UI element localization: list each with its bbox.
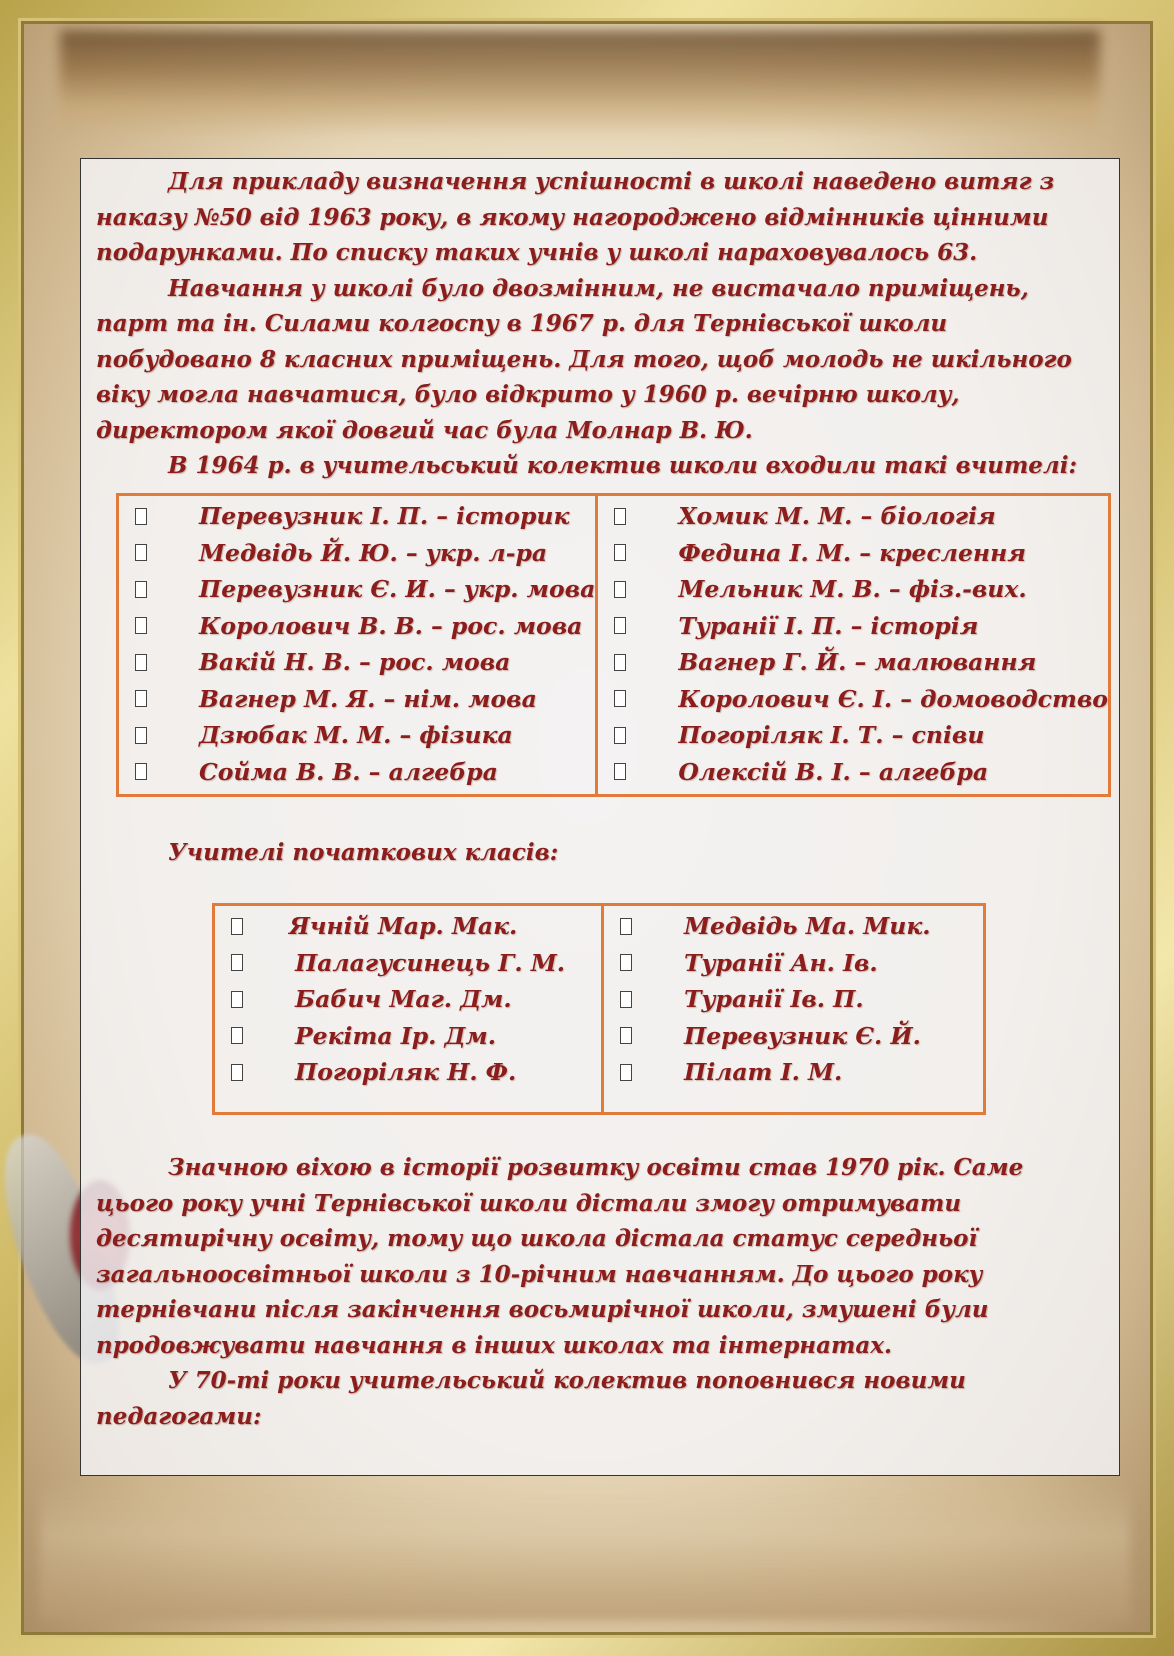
- list-item: Погоріляк І. Т. – співи: [598, 717, 1108, 754]
- list-item: Хомик М. М. – біологія: [598, 498, 1108, 535]
- checkbox-icon: [135, 508, 147, 525]
- list-item: Туранії Ан. Ів.: [604, 945, 983, 982]
- list-item: Бабич Маг. Дм.: [215, 981, 601, 1018]
- checkbox-icon: [614, 654, 626, 671]
- primary-right-column: [603, 905, 985, 1114]
- checkbox-icon: [231, 991, 243, 1008]
- teachers-1964-left-column: [118, 495, 597, 796]
- checkbox-icon: [135, 654, 147, 671]
- checkbox-icon: [135, 617, 147, 634]
- list-item: Вагнер Г. Й. – малювання: [598, 644, 1108, 681]
- checkbox-icon: [231, 1064, 243, 1081]
- checkbox-icon: [135, 763, 147, 780]
- teachers-1964-table: [116, 493, 1111, 797]
- closing-text: [96, 1150, 1108, 1434]
- checkbox-icon: [614, 508, 626, 525]
- list-item: Погоріляк Н. Ф.: [215, 1054, 601, 1091]
- checkbox-icon: [231, 954, 243, 971]
- checkbox-icon: [231, 918, 243, 935]
- checkbox-icon: [614, 581, 626, 598]
- checkbox-icon: [620, 1064, 632, 1081]
- list-item: Медвідь Й. Ю. – укр. л-ра: [119, 535, 595, 572]
- list-item: Олексій В. І. – алгебра: [598, 754, 1108, 791]
- checkbox-icon: [614, 690, 626, 707]
- intro-paragraph: В 1964 р. в учительський колектив школи входили такі вчителі:: [168, 452, 1077, 479]
- checkbox-icon: [614, 727, 626, 744]
- list-item: Ячній Мар. Мак.: [215, 908, 601, 945]
- list-item: Королович Є. І. – домоводство: [598, 681, 1108, 718]
- primary-heading-block: [96, 835, 1108, 871]
- list-item: Палагусинець Г. М.: [215, 945, 601, 982]
- list-item: Вагнер М. Я. – нім. мова: [119, 681, 595, 718]
- closing-paragraph: Значною віхою в історії розвитку освіти став 1970 рік. Саме цього року учні Тернівської школи дістали змогу отримувати десятирічну освіту, тому що школа дістала статус середньої загальноосвітньої школи з 10-річним навчанням. До цього року тернівчани після закінчення восьмирічної школи, змушені були продовжувати навчання в інших школах та інтернатах.: [96, 1154, 1024, 1359]
- list-item: Перевузник І. П. – історик: [119, 498, 595, 535]
- checkbox-icon: [620, 918, 632, 935]
- list-item: Пілат І. М.: [604, 1054, 983, 1091]
- checkbox-icon: [135, 544, 147, 561]
- list-item: Сойма В. В. – алгебра: [119, 754, 595, 791]
- primary-teachers-table: [212, 903, 986, 1115]
- primary-heading: Учителі початкових класів:: [168, 839, 559, 866]
- list-item: Рекіта Ір. Дм.: [215, 1018, 601, 1055]
- checkbox-icon: [135, 581, 147, 598]
- checkbox-icon: [620, 991, 632, 1008]
- list-item: Королович В. В. – рос. мова: [119, 608, 595, 645]
- intro-text: [96, 164, 1108, 484]
- checkbox-icon: [620, 1027, 632, 1044]
- checkbox-icon: [614, 617, 626, 634]
- checkbox-icon: [231, 1027, 243, 1044]
- intro-paragraph: Навчання у школі було двозмінним, не вистачало приміщень, парт та ін. Силами колгоспу в 1967 р. для Тернівської школи побудовано 8 класних приміщень. Для того, щоб молодь не шкільного віку могла навчатися, було відкрито у 1960 р. вечірню школу, директором якої довгий час була Молнар В. Ю.: [96, 274, 1072, 444]
- list-item: Перевузник Є. И. – укр. мова: [119, 571, 595, 608]
- list-item: Федина І. М. – креслення: [598, 535, 1108, 572]
- list-item: Перевузник Є. Й.: [604, 1018, 983, 1055]
- teachers-1964-right-column: [597, 495, 1110, 796]
- intro-paragraph: Для прикладу визначення успішності в школі наведено витяг з наказу №50 від 1963 року, в якому нагороджено відмінників цінними подарунками. По списку таких учнів у школі нараховувалось 63.: [96, 168, 1055, 266]
- decorative-top-image: [60, 30, 1100, 140]
- decorative-bottom-image: [40, 1480, 1130, 1620]
- list-item: Туранії І. П. – історія: [598, 608, 1108, 645]
- list-item: Медвідь Ма. Мик.: [604, 908, 983, 945]
- list-item: Туранії Ів. П.: [604, 981, 983, 1018]
- closing-paragraph: У 70-ті роки учительський колектив поповнився новими педагогами:: [96, 1367, 966, 1430]
- list-item: Дзюбак М. М. – фізика: [119, 717, 595, 754]
- primary-left-column: [214, 905, 603, 1114]
- checkbox-icon: [135, 727, 147, 744]
- checkbox-icon: [614, 763, 626, 780]
- list-item: Мельник М. В. – фіз.-вих.: [598, 571, 1108, 608]
- list-item: Вакій Н. В. – рос. мова: [119, 644, 595, 681]
- checkbox-icon: [135, 690, 147, 707]
- checkbox-icon: [614, 544, 626, 561]
- checkbox-icon: [620, 954, 632, 971]
